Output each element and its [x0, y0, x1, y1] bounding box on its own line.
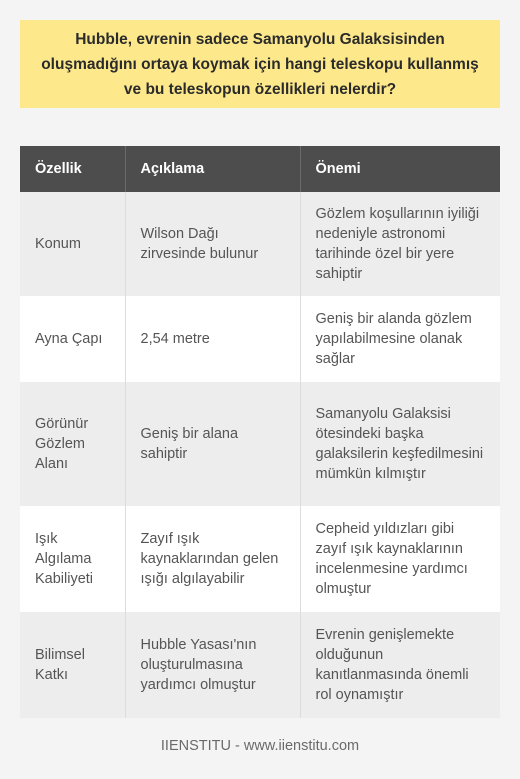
cell-feature: Görünür Gözlem Alanı: [20, 382, 125, 506]
question-box: [20, 20, 500, 108]
cell-importance: Samanyolu Galaksisi ötesindeki başka galaksilerin keşfedilmesini mümkün kılmıştır: [300, 382, 500, 506]
cell-importance: Evrenin genişlemekte olduğunun kanıtlanmasında önemli rol oynamıştır: [300, 612, 500, 718]
cell-importance: Cepheid yıldızları gibi zayıf ışık kaynaklarının incelenmesine yardımcı olmuştur: [300, 506, 500, 612]
table-row: [20, 192, 500, 296]
cell-description: Wilson Dağı zirvesinde bulunur: [125, 192, 300, 296]
table-row: [20, 506, 500, 612]
cell-feature: Ayna Çapı: [20, 296, 125, 382]
question-text: Hubble, evrenin sadece Samanyolu Galaksisinden oluşmadığını ortaya koymak için hangi teleskopu kullanmış ve bu teleskopun özellikleri nelerdir?: [41, 30, 479, 98]
table-row: [20, 382, 500, 506]
cell-feature: Bilimsel Katkı: [20, 612, 125, 718]
cell-description: 2,54 metre: [125, 296, 300, 382]
features-table: [20, 146, 500, 718]
table-row: [20, 296, 500, 382]
header-importance: Önemi: [300, 146, 500, 192]
cell-importance: Geniş bir alanda gözlem yapılabilmesine olanak sağlar: [300, 296, 500, 382]
cell-description: Geniş bir alana sahiptir: [125, 382, 300, 506]
footer-credit: IIENSTITU - www.iienstitu.com: [160, 738, 360, 754]
header-description: Açıklama: [125, 146, 300, 192]
cell-feature: Işık Algılama Kabiliyeti: [20, 506, 125, 612]
cell-description: Zayıf ışık kaynaklarından gelen ışığı algılayabilir: [125, 506, 300, 612]
cell-description: Hubble Yasası'nın oluşturulmasına yardımcı olmuştur: [125, 612, 300, 718]
table-header-row: [20, 146, 500, 192]
table-row: [20, 612, 500, 718]
cell-importance: Gözlem koşullarının iyiliği nedeniyle astronomi tarihinde özel bir yere sahiptir: [300, 192, 500, 296]
cell-feature: Konum: [20, 192, 125, 296]
header-feature: Özellik: [20, 146, 125, 192]
